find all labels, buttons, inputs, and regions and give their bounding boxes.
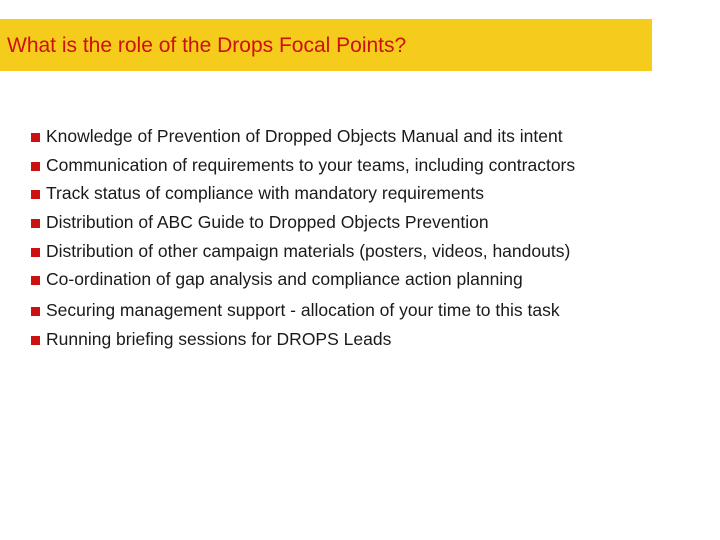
bullet-text: Distribution of ABC Guide to Dropped Objects Prevention (46, 211, 489, 232)
square-bullet-icon (31, 133, 40, 142)
bullet-text: Track status of compliance with mandatory requirements (46, 183, 485, 204)
slide-title: What is the role of the Drops Focal Points? (7, 34, 407, 57)
bullet-text: Communication of requirements to your teams, including contractors (46, 154, 576, 175)
bullet-item (31, 237, 575, 266)
bullet-text: Co-ordination of gap analysis and compliance action planning (46, 269, 523, 290)
square-bullet-icon (31, 219, 40, 228)
bullet-item (31, 151, 575, 180)
bullet-item (31, 265, 575, 294)
square-bullet-icon (31, 336, 40, 345)
bullet-item (31, 179, 575, 208)
bullet-item (31, 208, 575, 237)
bullet-text: Knowledge of Prevention of Dropped Objects Manual and its intent (46, 125, 563, 146)
bullet-item (31, 325, 575, 354)
square-bullet-icon (31, 307, 40, 316)
bullet-text: Distribution of other campaign materials (posters, videos, handouts) (46, 240, 571, 261)
square-bullet-icon (31, 162, 40, 171)
bullet-text: Securing management support - allocation of your time to this task (46, 299, 560, 320)
bullet-text: Running briefing sessions for DROPS Leads (46, 328, 392, 349)
square-bullet-icon (31, 190, 40, 199)
square-bullet-icon (31, 276, 40, 285)
title-banner (0, 19, 652, 71)
bullet-item (31, 296, 575, 325)
bullet-item (31, 122, 575, 151)
bullet-list (31, 122, 575, 354)
square-bullet-icon (31, 248, 40, 257)
